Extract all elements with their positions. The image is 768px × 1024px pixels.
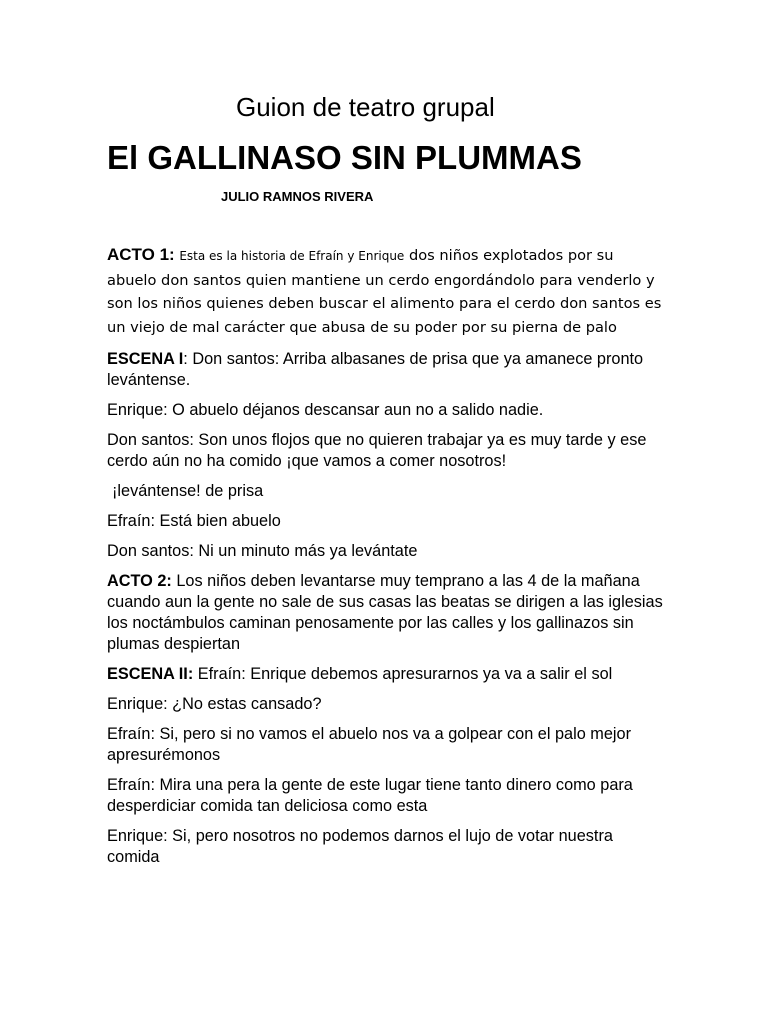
escena1-label: ESCENA I (107, 350, 184, 368)
dialogue-line: Efraín: Mira una pera la gente de este lugar tiene tanto dinero como para desperdiciar comida tan deliciosa como esta (107, 776, 633, 815)
dialogue-line: Enrique: ¿No estas cansado? (107, 695, 322, 713)
dialogue-line: Efraín: Si, pero si no vamos el abuelo nos va a golpear con el palo mejor apresurémonos (107, 725, 632, 764)
escena1-text: : Don santos: Arriba albasanes de prisa que ya amanece pronto levántense. (107, 350, 644, 389)
acto1-intro: Esta es la historia de Efraín y Enrique (179, 249, 405, 263)
acto1-paragraph (107, 243, 667, 339)
escena2-text: Efraín: Enrique debemos apresurarnos ya va a salir el sol (193, 665, 613, 683)
escena2-label: ESCENA II: (107, 665, 194, 683)
document-title: El GALLINASO SIN PLUMMAS (107, 139, 582, 176)
acto1-label: ACTO 1: (107, 245, 175, 264)
document-body (107, 243, 667, 877)
dialogue-line: Efraín: Está bien abuelo (107, 512, 281, 530)
escena2-paragraph (107, 664, 667, 685)
dialogue-line: ¡levántense! de prisa (112, 482, 264, 500)
dialogue-line: Enrique: O abuelo déjanos descansar aun no a salido nadie. (107, 401, 544, 419)
dialogue-line: Enrique: Si, pero nosotros no podemos darnos el lujo de votar nuestra comida (107, 827, 613, 866)
escena1-paragraph (107, 349, 667, 391)
dialogue-line: Don santos: Son unos flojos que no quieren trabajar ya es muy tarde y ese cerdo aún no ha comido ¡que vamos a comer nosotros! (107, 431, 647, 470)
dialogue-line: Don santos: Ni un minuto más ya levántate (107, 542, 418, 560)
acto1-text: dos niños explotados por su abuelo don santos quien mantiene un cerdo engordándolo para venderlo y son los niños quienes deben buscar el alimento para el cerdo don santos es un viejo de mal carácter que abusa de su poder por su pierna de palo (107, 247, 662, 336)
acto2-label: ACTO 2: (107, 572, 172, 590)
acto2-text: Los niños deben levantarse muy temprano a las 4 de la mañana cuando aun la gente no sale de sus casas las beatas se dirigen a las iglesias los noctámbulos caminan penosamente por las calles y los gallinazos sin plumas despiertan (107, 572, 663, 653)
acto2-paragraph (107, 571, 667, 655)
document-author: JULIO RAMNOS RIVERA (221, 189, 374, 204)
document-subtitle: Guion de teatro grupal (236, 92, 495, 122)
